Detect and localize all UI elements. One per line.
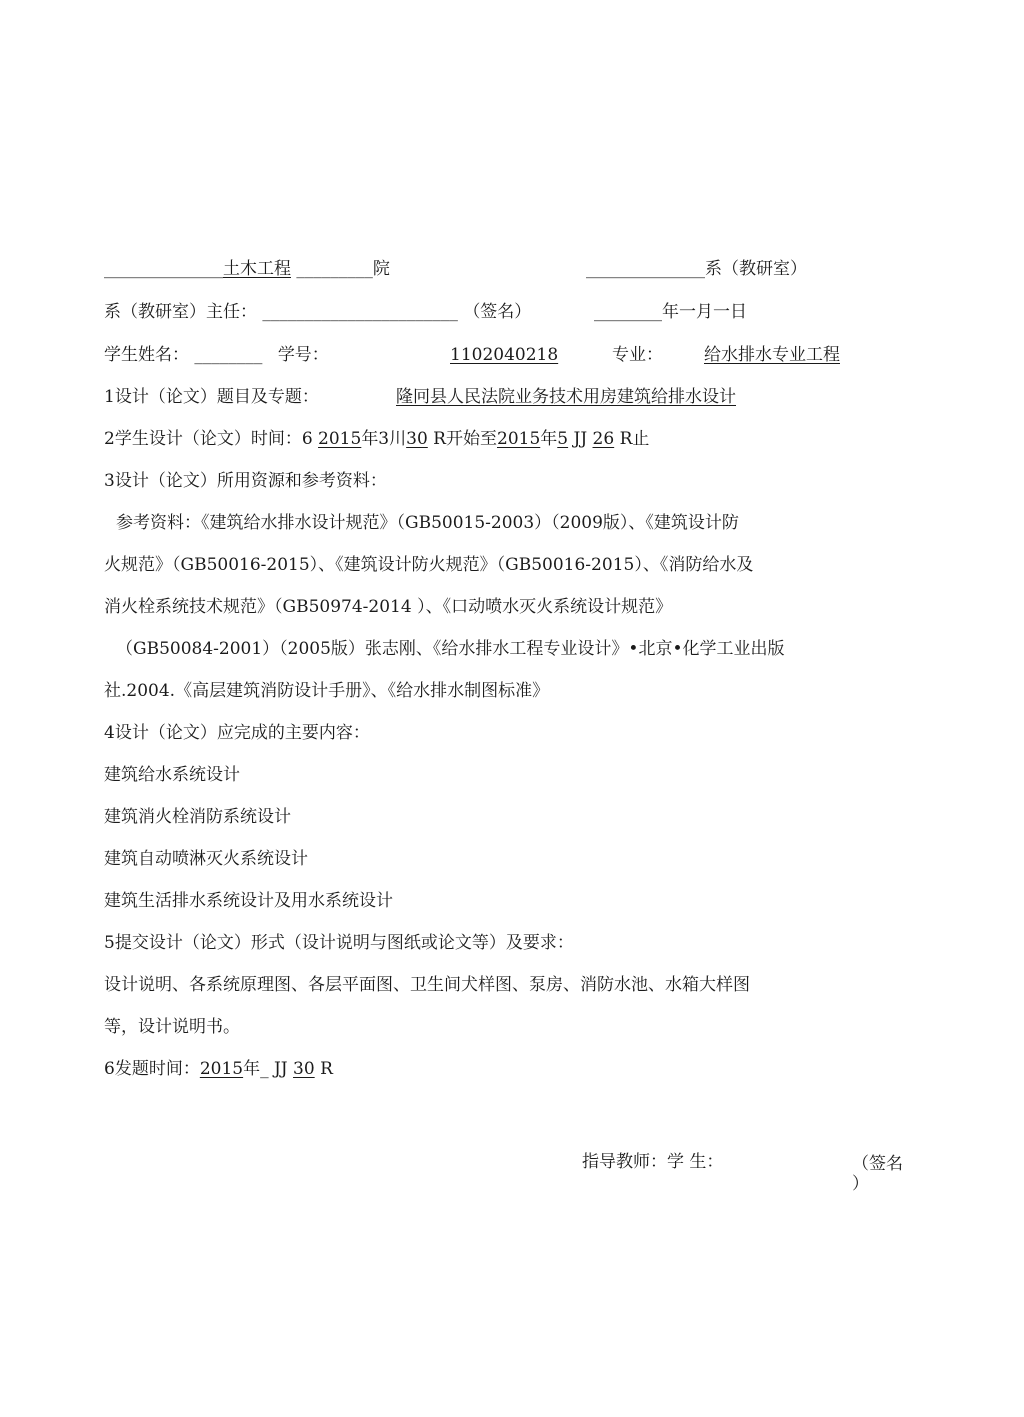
end-day: 26 [592,429,615,449]
director-date-suffix: 年一月一日 [662,302,747,322]
end-jj: JJ [568,429,593,449]
issue-label: 6发题时间： [104,1059,200,1079]
end-month: 5 [557,429,569,449]
sec1-label: 1设计（论文）题目及专题： [104,387,319,407]
start-day: 30 [406,429,428,449]
sign-open: （签名 [852,1154,903,1174]
director-line [104,302,531,322]
sec2-mid: R开始至 [427,429,497,449]
director-sign-blank: _______________________ [262,302,458,322]
sec5-requirement: 设计说明、各系统原理图、各层平面图、卫生间犬样图、泵房、消防水池、水箱大样图 [104,975,750,995]
director-sign-label: （签名） [463,302,532,322]
yuan-label: 院 [372,259,390,279]
issue-year: 2015 [199,1059,244,1079]
issue-mid: 年_ JJ [243,1059,294,1079]
major-label: 专业： [612,345,663,365]
start-year: 2015 [318,429,362,449]
content-item: 建筑给水系统设计 [104,765,240,785]
reference-line: （GB50084-2001）（2005版）张志刚、《给水排水工程专业设计》•北京•化学工业出版 [116,639,785,659]
student-name-blank: ________ [194,345,263,365]
teacher-student-label: 指导教师：学 生： [582,1152,724,1172]
sec2-end: R止 [614,429,650,449]
sec5-requirement: 等，设计说明书。 [104,1017,240,1037]
college-blank-2: _________ [296,259,373,279]
reference-line: 参考资料：《建筑给水排水设计规范》（GB50015-2003）（2009版）、《建筑设计防 [116,513,739,533]
content-item: 建筑自动喷淋灭火系统设计 [104,849,308,869]
major-value: 给水排水专业工程 [704,345,840,365]
end-year: 2015 [497,429,541,449]
dept-blank: ______________ [586,259,705,279]
thesis-title: 隆冋县人民法院业务技术用房建筑给排水设计 [396,387,736,407]
sec3-label: 3设计（论文）所用资源和参考资料： [104,471,387,491]
sec5-label: 5提交设计（论文）形式（设计说明与图纸或论文等）及要求： [104,933,574,953]
issue-date-line [104,1059,333,1079]
director-label: 系（教研室）主任： [104,302,257,322]
content-item: 建筑消火栓消防系统设计 [104,807,291,827]
reference-line: 社.2004.《高层建筑消防设计手册》、《给水排水制图标准》 [104,681,550,701]
reference-line: 火规范》（GB50016-2015）、《建筑设计防火规范》（GB50016-2015）、《消防给水及 [104,555,754,575]
sec2-prefix: 2学生设计（论文）时间：6 [104,429,319,449]
start-month: 年3川 [361,429,407,449]
issue-end: R [314,1059,333,1079]
student-name-label: 学生姓名： [104,345,189,365]
college-name: 土木工程 [223,259,291,279]
issue-day: 30 [293,1059,315,1079]
college-blank-1: ______________ [104,259,223,279]
sec2-line [104,429,649,449]
dept-label: 系（教研室） [705,259,807,279]
reference-line: 消火栓系统技术规范》（GB50974-2014 ）、《口动喷水灭火系统设计规范》 [104,597,673,617]
sec4-label: 4设计（论文）应完成的主要内容： [104,723,370,743]
director-date [594,302,747,322]
dept-line [586,259,807,279]
content-item: 建筑生活排水系统设计及用水系统设计 [104,891,393,911]
student-id-label: 学号： [277,345,329,365]
student-id-value: 1102040218 [450,345,559,365]
student-name-row [104,345,329,365]
sign-close: ） [852,1174,869,1194]
end-year-suffix: 年 [540,429,558,449]
college-line [104,259,390,279]
director-date-blank: ________ [594,302,662,322]
